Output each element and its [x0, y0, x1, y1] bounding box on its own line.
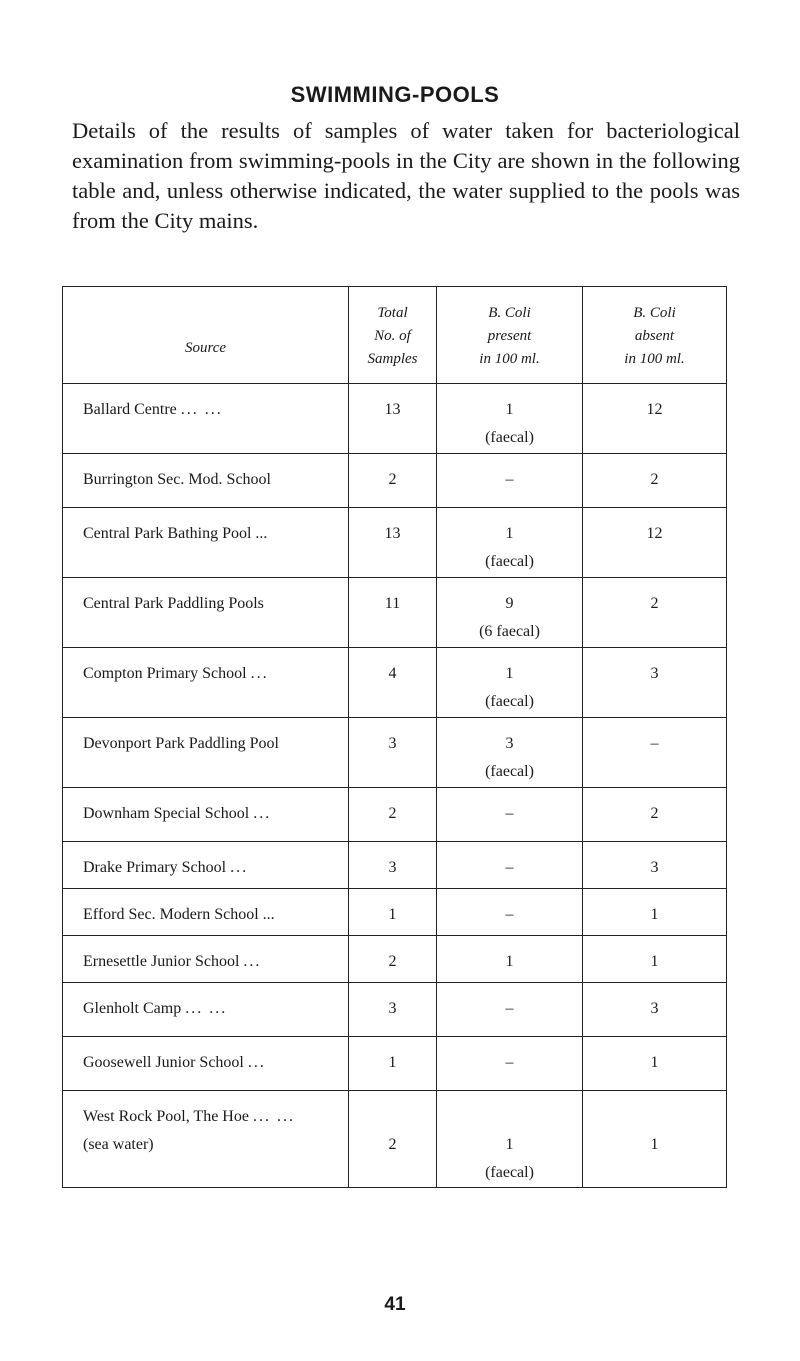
cell-total: 2	[349, 936, 437, 983]
header-source: Source	[63, 287, 349, 384]
table-row	[63, 842, 727, 889]
cell-present: 1 (faecal)	[437, 384, 583, 454]
table-row	[63, 1091, 727, 1188]
leader-dots: ...	[247, 1054, 266, 1071]
leader-dots: ...	[250, 665, 269, 682]
table-row	[63, 718, 727, 788]
cell-source	[63, 454, 349, 508]
present-note: (faecal)	[485, 553, 534, 570]
source-name: Downham Special School	[83, 805, 250, 822]
cell-present: 1 (faecal)	[437, 1091, 583, 1188]
cell-source	[63, 508, 349, 578]
cell-total: 3	[349, 718, 437, 788]
cell-present: 1 (faecal)	[437, 508, 583, 578]
cell-absent: 1	[583, 1037, 727, 1091]
cell-present: –	[437, 1037, 583, 1091]
cell-present: –	[437, 454, 583, 508]
header-bcoli-present: B. Coli present in 100 ml.	[437, 287, 583, 384]
cell-present: –	[437, 842, 583, 889]
leader-dots: ...	[230, 859, 249, 876]
cell-absent: 2	[583, 788, 727, 842]
source-name: Goosewell Junior School	[83, 1054, 244, 1071]
table-row	[63, 1037, 727, 1091]
cell-source	[63, 788, 349, 842]
cell-present: 1 (faecal)	[437, 648, 583, 718]
cell-source	[63, 718, 349, 788]
cell-source	[63, 384, 349, 454]
cell-total: 2	[349, 788, 437, 842]
table-row	[63, 788, 727, 842]
table-row	[63, 384, 727, 454]
cell-source	[63, 578, 349, 648]
intro-paragraph: Details of the results of samples of water taken for bacteriological examination from swimming-pools in the City are shown in the following table and, unless otherwise indicated, the water supplied to the pools was from the City mains.	[72, 118, 740, 233]
source-name: Compton Primary School	[83, 665, 247, 682]
source-name: Devonport Park Paddling Pool	[83, 735, 279, 752]
source-name: Efford Sec. Modern School ...	[83, 906, 275, 923]
source-name: West Rock Pool, The Hoe	[83, 1108, 249, 1125]
present-note: (faecal)	[485, 429, 534, 446]
cell-source	[63, 936, 349, 983]
cell-total: 2	[349, 454, 437, 508]
cell-source	[63, 648, 349, 718]
cell-total: 4	[349, 648, 437, 718]
page-number: 41	[384, 1294, 406, 1315]
results-table	[62, 286, 727, 1188]
source-note: (sea water)	[83, 1136, 154, 1153]
header-bcoli-absent: B. Coli absent in 100 ml.	[583, 287, 727, 384]
cell-absent: 2	[583, 454, 727, 508]
table-header-row	[63, 287, 727, 384]
cell-absent: –	[583, 718, 727, 788]
present-note: (faecal)	[485, 1164, 534, 1181]
cell-total: 3	[349, 983, 437, 1037]
leader-dots: ... ...	[252, 1108, 295, 1125]
source-name: Central Park Paddling Pools	[83, 595, 264, 612]
cell-present: 9 (6 faecal)	[437, 578, 583, 648]
cell-total: 1	[349, 889, 437, 936]
cell-source	[63, 983, 349, 1037]
source-name: Burrington Sec. Mod. School	[83, 471, 271, 488]
header-total-samples: Total No. of Samples	[349, 287, 437, 384]
cell-total: 1	[349, 1037, 437, 1091]
source-name: Ernesettle Junior School	[83, 953, 240, 970]
cell-present: –	[437, 788, 583, 842]
leader-dots: ...	[253, 805, 272, 822]
table-row	[63, 889, 727, 936]
cell-source	[63, 842, 349, 889]
cell-present: 1	[437, 936, 583, 983]
cell-total: 11	[349, 578, 437, 648]
table-row	[63, 454, 727, 508]
cell-present: 3 (faecal)	[437, 718, 583, 788]
cell-total: 13	[349, 508, 437, 578]
cell-absent: 1	[583, 1091, 727, 1188]
source-name: Central Park Bathing Pool ...	[83, 525, 268, 542]
cell-source	[63, 1091, 349, 1188]
cell-absent: 2	[583, 578, 727, 648]
cell-absent: 3	[583, 983, 727, 1037]
cell-absent: 12	[583, 508, 727, 578]
page-title: SWIMMING-POOLS	[290, 82, 500, 107]
cell-present: –	[437, 889, 583, 936]
present-note: (faecal)	[485, 763, 534, 780]
source-name: Ballard Centre	[83, 401, 177, 418]
cell-present: –	[437, 983, 583, 1037]
cell-source	[63, 889, 349, 936]
present-note: (faecal)	[485, 693, 534, 710]
leader-dots: ...	[243, 953, 262, 970]
table-row	[63, 578, 727, 648]
leader-dots: ... ...	[185, 1000, 228, 1017]
cell-total: 3	[349, 842, 437, 889]
cell-absent: 3	[583, 648, 727, 718]
cell-absent: 3	[583, 842, 727, 889]
present-note: (6 faecal)	[479, 623, 540, 640]
source-name: Glenholt Camp	[83, 1000, 182, 1017]
source-name: Drake Primary School	[83, 859, 227, 876]
table-row	[63, 648, 727, 718]
cell-total: 2	[349, 1091, 437, 1188]
cell-absent: 12	[583, 384, 727, 454]
cell-absent: 1	[583, 889, 727, 936]
table-row	[63, 508, 727, 578]
table-row	[63, 983, 727, 1037]
table-row	[63, 936, 727, 983]
cell-absent: 1	[583, 936, 727, 983]
leader-dots: ... ...	[180, 401, 223, 418]
cell-source	[63, 1037, 349, 1091]
cell-total: 13	[349, 384, 437, 454]
